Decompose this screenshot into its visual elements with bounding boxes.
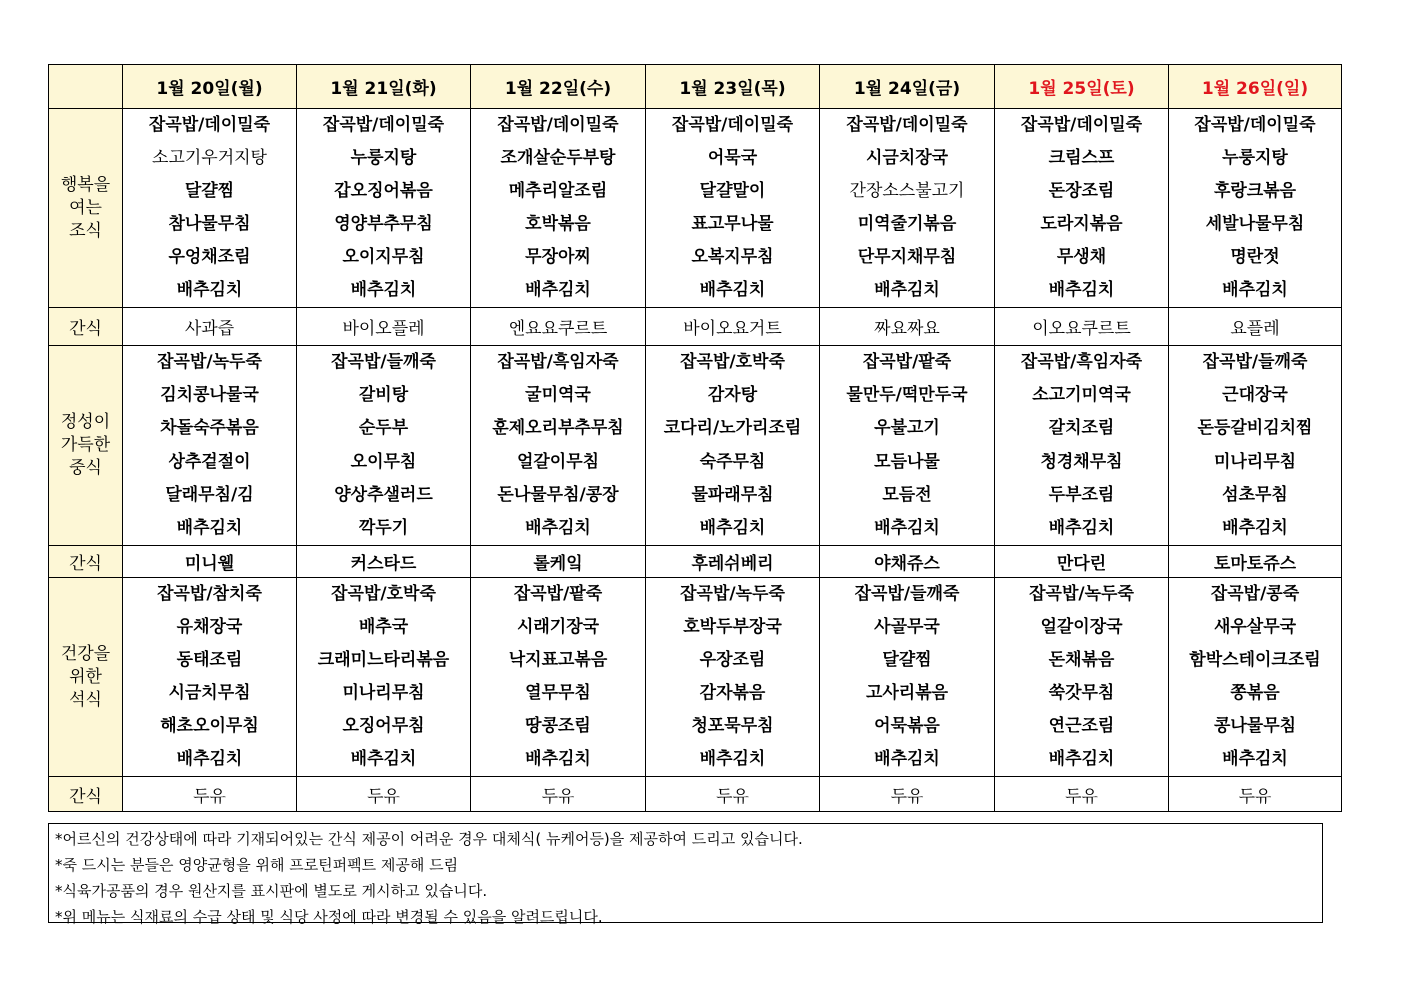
snack-label: 간식 bbox=[49, 777, 123, 812]
menu-item: 누룽지탕 bbox=[1222, 148, 1288, 168]
note-line: *죽 드시는 분들은 영양균형을 위해 프로틴퍼펙트 제공해 드림 bbox=[55, 856, 459, 874]
menu-item: 잡곡밥/팥죽 bbox=[862, 352, 952, 372]
lunch-label-line: 중식 bbox=[69, 458, 102, 479]
day-header-mon: 1월 20일(월) bbox=[123, 65, 297, 109]
menu-item: 크림스프 bbox=[1048, 148, 1115, 168]
menu-item: 무장아찌 bbox=[525, 247, 591, 267]
dinner-label bbox=[49, 578, 123, 777]
menu-item: 잡곡밥/콩죽 bbox=[1210, 584, 1300, 605]
menu-item: 감자볶음 bbox=[699, 683, 766, 704]
snack-item: 엔요요쿠르트 bbox=[471, 308, 646, 346]
menu-item: 잡곡밥/흑임자죽 bbox=[497, 352, 619, 372]
lunch-menu-cell bbox=[123, 346, 297, 546]
menu-item: 쫑볶음 bbox=[1230, 683, 1280, 704]
menu-item: 달래무침/김 bbox=[165, 484, 254, 505]
menu-item: 해초오이무침 bbox=[160, 716, 259, 737]
lunch-label bbox=[49, 346, 123, 546]
menu-item: 청포묵무침 bbox=[691, 716, 774, 737]
breakfast-menu-cell bbox=[995, 109, 1169, 308]
menu-item: 모듬나물 bbox=[874, 451, 940, 472]
menu-item: 단무지채무침 bbox=[857, 247, 957, 267]
day-header-thu: 1월 23일(목) bbox=[646, 65, 820, 109]
menu-item: 영양부추무침 bbox=[334, 214, 433, 234]
lunch-menu-cell bbox=[995, 346, 1169, 546]
dinner-menu-cell bbox=[471, 578, 646, 777]
snack-item: 두유 bbox=[471, 777, 646, 812]
menu-item: 감자탕 bbox=[707, 385, 758, 406]
menu-item: 갈치조림 bbox=[1048, 418, 1115, 439]
menu-item: 명란젓 bbox=[1230, 247, 1280, 267]
menu-item: 잡곡밥/데이밀죽 bbox=[671, 115, 794, 135]
menu-item: 잡곡밥/데이밀죽 bbox=[497, 115, 619, 135]
menu-item: 배추김치 bbox=[525, 749, 591, 770]
snack-item: 만다린 bbox=[995, 546, 1169, 578]
menu-item: 참나물무침 bbox=[168, 214, 251, 234]
menu-item: 섬초무침 bbox=[1222, 484, 1288, 505]
menu-item: 고사리볶음 bbox=[865, 683, 949, 704]
menu-item: 잡곡밥/팥죽 bbox=[513, 584, 603, 605]
snack-item: 두유 bbox=[297, 777, 471, 812]
menu-item: 갈비탕 bbox=[358, 385, 409, 406]
date-header-row bbox=[49, 65, 1342, 109]
menu-item: 잡곡밥/들깨죽 bbox=[331, 352, 436, 372]
menu-item: 소고기미역국 bbox=[1032, 385, 1131, 406]
day-header-tue: 1월 21일(화) bbox=[297, 65, 471, 109]
breakfast-menu-cell bbox=[1169, 109, 1342, 308]
breakfast-menu-cell bbox=[471, 109, 646, 308]
menu-item: 배추김치 bbox=[350, 749, 417, 770]
menu-item: 시금치장국 bbox=[865, 148, 949, 168]
menu-item: 훈제오리부추무침 bbox=[492, 418, 624, 439]
snack-label: 간식 bbox=[49, 308, 123, 346]
dinner-menu-cell bbox=[123, 578, 297, 777]
menu-item: 두부조림 bbox=[1048, 484, 1115, 505]
snack-item: 이오요쿠르트 bbox=[995, 308, 1169, 346]
day-header-sat: 1월 25일(토) bbox=[995, 65, 1169, 109]
menu-item: 어묵볶음 bbox=[874, 716, 940, 737]
menu-item: 무생채 bbox=[1056, 247, 1107, 267]
menu-item: 오징어무침 bbox=[342, 716, 425, 737]
menu-item: 미나리무침 bbox=[342, 683, 425, 704]
menu-item: 배추김치 bbox=[1222, 517, 1288, 538]
menu-item: 코다리/노가리조림 bbox=[663, 418, 802, 439]
menu-item: 호박볶음 bbox=[525, 214, 591, 234]
lunch-menu-cell bbox=[820, 346, 995, 546]
day-header-sun: 1월 26일(일) bbox=[1169, 65, 1342, 109]
breakfast-menu-cell bbox=[646, 109, 820, 308]
lunch-label-line: 가득한 bbox=[60, 435, 111, 456]
menu-item: 후랑크볶음 bbox=[1213, 181, 1297, 201]
menu-item: 순두부 bbox=[358, 418, 409, 439]
breakfast-label-line: 여는 bbox=[69, 197, 102, 218]
dinner-label-line: 석식 bbox=[69, 689, 102, 710]
menu-item: 사골무국 bbox=[874, 617, 940, 638]
dinner-menu-cell bbox=[646, 578, 820, 777]
menu-item: 우장조림 bbox=[699, 650, 766, 671]
menu-item: 갑오징어볶음 bbox=[334, 181, 433, 201]
snack-item: 야채쥬스 bbox=[820, 546, 995, 578]
menu-item: 달걀찜 bbox=[184, 181, 235, 201]
menu-item: 잡곡밥/녹두죽 bbox=[680, 584, 785, 605]
menu-item: 잡곡밥/데이밀죽 bbox=[1194, 115, 1316, 135]
snack-item: 미니웰 bbox=[123, 546, 297, 578]
menu-item: 달걀찜 bbox=[882, 650, 932, 671]
menu-item: 연근조림 bbox=[1048, 716, 1115, 737]
menu-item: 잡곡밥/들깨죽 bbox=[854, 584, 960, 605]
lunch-menu-cell bbox=[471, 346, 646, 546]
menu-item: 배추김치 bbox=[699, 280, 766, 300]
menu-item: 조개살순두부탕 bbox=[500, 148, 616, 168]
lunch-menu-cell bbox=[646, 346, 820, 546]
menu-item: 배추김치 bbox=[525, 280, 591, 300]
menu-item: 시래기장국 bbox=[516, 617, 600, 638]
menu-item: 오이지무침 bbox=[342, 247, 425, 267]
menu-item: 유채장국 bbox=[176, 617, 243, 638]
menu-item: 호박두부장국 bbox=[683, 617, 782, 638]
menu-item: 새우살무국 bbox=[1213, 617, 1297, 638]
menu-item: 쑥갓무침 bbox=[1048, 683, 1115, 704]
menu-item: 미나리무침 bbox=[1213, 451, 1297, 472]
breakfast-label bbox=[49, 109, 123, 308]
menu-item: 배추국 bbox=[358, 617, 409, 638]
dinner-menu-cell bbox=[995, 578, 1169, 777]
snack-item: 바이오요거트 bbox=[646, 308, 820, 346]
menu-item: 배추김치 bbox=[1222, 280, 1288, 300]
breakfast-row bbox=[49, 109, 1342, 308]
menu-item: 잡곡밥/데이밀죽 bbox=[148, 115, 271, 135]
menu-item: 달걀말이 bbox=[699, 181, 766, 201]
menu-item: 배추김치 bbox=[1222, 749, 1288, 770]
menu-item: 열무무침 bbox=[525, 683, 591, 704]
day-header-wed: 1월 22일(수) bbox=[471, 65, 646, 109]
menu-item: 잡곡밥/호박죽 bbox=[331, 584, 436, 605]
menu-item: 물파래무침 bbox=[691, 484, 774, 505]
menu-item: 우불고기 bbox=[874, 418, 940, 439]
menu-item: 차돌숙주볶음 bbox=[160, 418, 259, 439]
lunch-menu-cell bbox=[1169, 346, 1342, 546]
snack-label: 간식 bbox=[49, 546, 123, 578]
snack-item: 요플레 bbox=[1169, 308, 1342, 346]
breakfast-menu-cell bbox=[297, 109, 471, 308]
menu-item: 배추김치 bbox=[176, 749, 243, 770]
menu-item: 잡곡밥/데이밀죽 bbox=[1020, 115, 1143, 135]
menu-item: 땅콩조림 bbox=[525, 716, 591, 737]
menu-item: 돈장조림 bbox=[1048, 181, 1115, 201]
menu-item: 김치콩나물국 bbox=[160, 385, 259, 406]
dinner-label-line: 건강을 bbox=[60, 643, 111, 664]
menu-item: 표고무나물 bbox=[691, 214, 774, 234]
lunch-menu-cell bbox=[297, 346, 471, 546]
menu-item: 얼갈이장국 bbox=[1040, 617, 1123, 638]
breakfast-menu-cell bbox=[820, 109, 995, 308]
breakfast-menu-cell bbox=[123, 109, 297, 308]
snack-item: 롤케잌 bbox=[471, 546, 646, 578]
menu-item: 배추김치 bbox=[874, 280, 940, 300]
snack-row-afternoon bbox=[49, 546, 1342, 578]
lunch-row bbox=[49, 346, 1342, 546]
menu-item: 잡곡밥/흑임자죽 bbox=[1020, 352, 1143, 372]
snack-row-evening bbox=[49, 777, 1342, 812]
menu-item: 양상추샐러드 bbox=[334, 484, 433, 505]
menu-item: 배추김치 bbox=[176, 517, 243, 538]
menu-item: 근대장국 bbox=[1222, 385, 1288, 406]
menu-item: 배추김치 bbox=[176, 280, 243, 300]
dinner-menu-cell bbox=[820, 578, 995, 777]
menu-item: 깍두기 bbox=[358, 517, 409, 538]
menu-item: 배추김치 bbox=[699, 517, 766, 538]
menu-item: 돈채볶음 bbox=[1048, 650, 1115, 671]
breakfast-label-line: 조식 bbox=[69, 220, 102, 241]
menu-item: 잡곡밥/호박죽 bbox=[680, 352, 785, 372]
menu-item: 함박스테이크조림 bbox=[1189, 650, 1321, 671]
snack-item: 짜요짜요 bbox=[820, 308, 995, 346]
header-corner-cell bbox=[49, 65, 123, 109]
menu-item: 배추김치 bbox=[350, 280, 417, 300]
menu-item: 잡곡밥/데이밀죽 bbox=[322, 115, 445, 135]
menu-item: 잡곡밥/녹두죽 bbox=[1029, 584, 1134, 605]
menu-item: 메추리알조림 bbox=[508, 181, 608, 201]
snack-item: 두유 bbox=[820, 777, 995, 812]
snack-item: 후레쉬베리 bbox=[646, 546, 820, 578]
menu-item: 시금치무침 bbox=[168, 683, 251, 704]
menu-item: 배추김치 bbox=[1048, 517, 1115, 538]
menu-item: 물만두/떡만두국 bbox=[846, 385, 968, 406]
menu-item: 청경채무침 bbox=[1040, 451, 1123, 472]
menu-item: 배추김치 bbox=[874, 749, 940, 770]
menu-item: 잡곡밥/데이밀죽 bbox=[846, 115, 968, 135]
menu-item: 오복지무침 bbox=[691, 247, 774, 267]
snack-item: 바이오플레 bbox=[297, 308, 471, 346]
menu-item: 상추겉절이 bbox=[168, 451, 251, 472]
menu-item: 간장소스불고기 bbox=[849, 181, 965, 201]
menu-item: 도라지볶음 bbox=[1040, 214, 1123, 234]
menu-item: 굴미역국 bbox=[525, 385, 591, 406]
menu-item: 동태조림 bbox=[176, 650, 243, 671]
menu-item: 오이무침 bbox=[350, 451, 417, 472]
snack-item: 커스타드 bbox=[297, 546, 471, 578]
menu-item: 우엉채조림 bbox=[168, 247, 251, 267]
menu-item: 미역줄기볶음 bbox=[857, 214, 957, 234]
breakfast-label-line: 행복을 bbox=[60, 174, 111, 195]
snack-row-morning bbox=[49, 308, 1342, 346]
snack-item: 두유 bbox=[1169, 777, 1342, 812]
dinner-row bbox=[49, 578, 1342, 777]
snack-item: 사과즙 bbox=[123, 308, 297, 346]
snack-item: 두유 bbox=[123, 777, 297, 812]
menu-item: 숙주무침 bbox=[699, 451, 766, 472]
menu-item: 낙지표고볶음 bbox=[508, 650, 608, 671]
snack-item: 두유 bbox=[646, 777, 820, 812]
snack-item: 토마토쥬스 bbox=[1169, 546, 1342, 578]
menu-item: 배추김치 bbox=[525, 517, 591, 538]
menu-item: 잡곡밥/녹두죽 bbox=[157, 352, 262, 372]
menu-item: 세발나물무침 bbox=[1205, 214, 1305, 234]
note-line: *어르신의 건강상태에 따라 기재되어있는 간식 제공이 어려운 경우 대체식( 뉴케어등)을 제공하여 드리고 있습니다. bbox=[55, 830, 803, 848]
menu-item: 소고기우거지탕 bbox=[152, 148, 267, 168]
notes-box bbox=[48, 823, 1323, 926]
menu-item: 돈나물무침/콩장 bbox=[497, 484, 619, 505]
dinner-menu-cell bbox=[297, 578, 471, 777]
menu-item: 배추김치 bbox=[1048, 749, 1115, 770]
menu-item: 돈등갈비김치찜 bbox=[1197, 418, 1313, 439]
note-line: *위 메뉴는 식재료의 수급 상태 및 식당 사정에 따라 변경될 수 있음을 알려드립니다. bbox=[55, 908, 603, 926]
note-line: *식육가공품의 경우 원산지를 표시판에 별도로 게시하고 있습니다. bbox=[55, 882, 488, 900]
day-header-fri: 1월 24일(금) bbox=[820, 65, 995, 109]
menu-item: 배추김치 bbox=[874, 517, 940, 538]
dinner-label-line: 위한 bbox=[69, 666, 102, 687]
menu-item: 누룽지탕 bbox=[350, 148, 417, 168]
menu-item: 모듬전 bbox=[882, 484, 932, 505]
menu-item: 잡곡밥/들깨죽 bbox=[1202, 352, 1308, 372]
menu-item: 콩나물무침 bbox=[1213, 716, 1297, 737]
menu-item: 배추김치 bbox=[1048, 280, 1115, 300]
menu-item: 크래미느타리볶음 bbox=[317, 650, 450, 671]
dinner-menu-cell bbox=[1169, 578, 1342, 777]
weekly-menu-table bbox=[48, 64, 1342, 812]
snack-item: 두유 bbox=[995, 777, 1169, 812]
menu-item: 잡곡밥/참치죽 bbox=[157, 584, 262, 605]
menu-item: 어묵국 bbox=[707, 148, 758, 168]
lunch-label-line: 정성이 bbox=[60, 412, 111, 433]
menu-item: 배추김치 bbox=[699, 749, 766, 770]
menu-item: 얼갈이무침 bbox=[516, 451, 600, 472]
